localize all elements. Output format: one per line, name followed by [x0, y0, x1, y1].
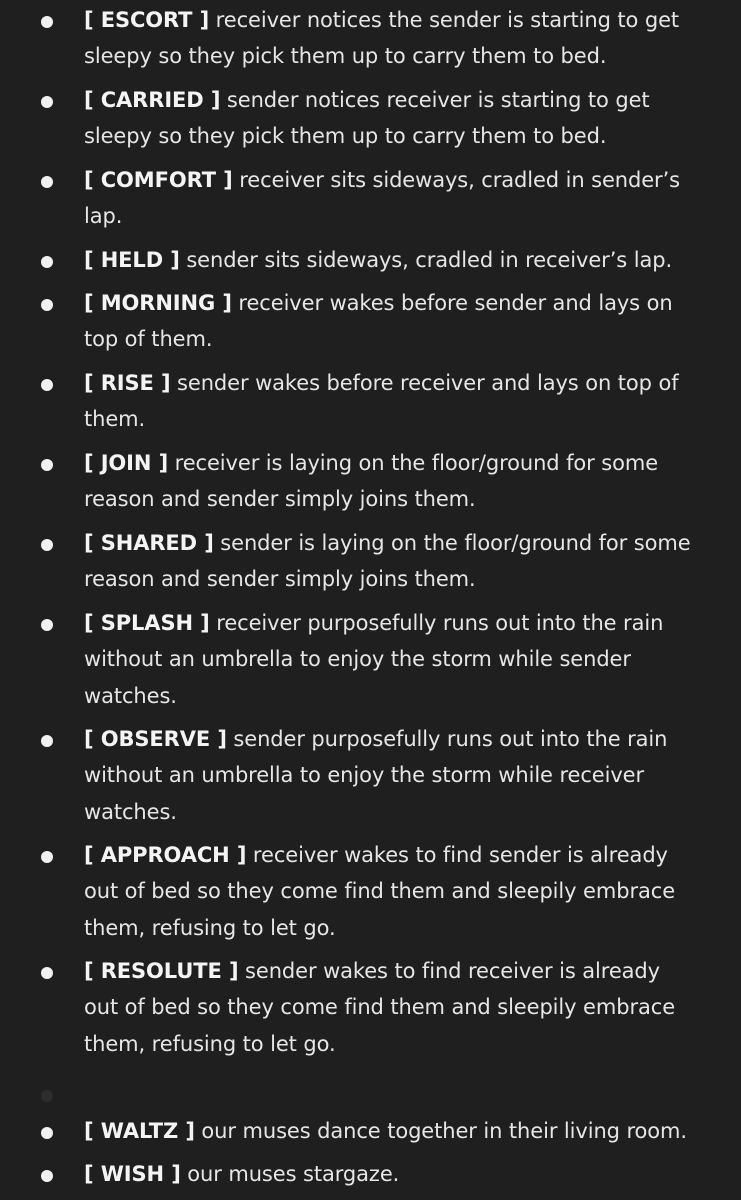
item-description-line-2: sleepy so they pick them up to carry them to bed.	[84, 124, 607, 148]
item-description: sender sits sideways, cradled in receiver’s lap.	[179, 248, 673, 272]
item-description: sender is laying on the floor/ground for some	[213, 531, 691, 555]
item-description-line-2: reason and sender simply joins them.	[84, 567, 476, 591]
bullet-icon	[41, 256, 53, 268]
ghost-bullet-icon	[41, 1090, 53, 1102]
bullet-icon	[41, 1170, 53, 1182]
item-tag: [ MORNING ]	[84, 291, 232, 315]
item-tag: [ SPLASH ]	[84, 611, 210, 635]
bullet-icon	[41, 96, 53, 108]
item-tag: [ COMFORT ]	[84, 168, 233, 192]
item-description-line-2: top of them.	[84, 327, 213, 351]
item-description-line-2: them.	[84, 407, 146, 431]
item-tag: [ HELD ]	[84, 248, 180, 272]
item-description: receiver notices the sender is starting to get	[209, 8, 680, 32]
item-description: our muses dance together in their living room.	[194, 1119, 687, 1143]
item-description-line-3: watches.	[84, 800, 177, 824]
item-tag: [ OBSERVE ]	[84, 727, 227, 751]
item-tag: [ APPROACH ]	[84, 843, 247, 867]
bullet-icon	[41, 176, 53, 188]
item-description-line-3: watches.	[84, 684, 177, 708]
item-tag: [ RISE ]	[84, 371, 171, 395]
item-description: sender wakes to find receiver is already	[238, 959, 660, 983]
item-tag: [ WISH ]	[84, 1162, 181, 1186]
bullet-icon	[41, 851, 53, 863]
item-tag: [ WALTZ ]	[84, 1119, 195, 1143]
item-description: receiver wakes before sender and lays on	[231, 291, 673, 315]
item-description: receiver is laying on the floor/ground for some	[168, 451, 659, 475]
item-description-line-2: lap.	[84, 204, 123, 228]
item-description-line-2: without an umbrella to enjoy the storm while receiver	[84, 763, 645, 787]
item-description-line-3: them, refusing to let go.	[84, 916, 336, 940]
item-description: receiver sits sideways, cradled in sender’s	[232, 168, 681, 192]
item-tag: [ JOIN ]	[84, 451, 169, 475]
bullet-icon	[41, 379, 53, 391]
item-tag: [ SHARED ]	[84, 531, 214, 555]
bullet-icon	[41, 299, 53, 311]
item-description: receiver purposefully runs out into the rain	[209, 611, 664, 635]
item-tag: [ ESCORT ]	[84, 8, 210, 32]
item-description-line-2: without an umbrella to enjoy the storm while sender	[84, 647, 631, 671]
item-description: sender wakes before receiver and lays on top of	[170, 371, 679, 395]
bullet-icon	[41, 735, 53, 747]
item-description: sender purposefully runs out into the rain	[226, 727, 668, 751]
item-description: receiver wakes to find sender is already	[246, 843, 668, 867]
item-description: sender notices receiver is starting to get	[220, 88, 650, 112]
item-tag: [ RESOLUTE ]	[84, 959, 239, 983]
item-tag: [ CARRIED ]	[84, 88, 221, 112]
bullet-icon	[41, 967, 53, 979]
item-description-line-2: sleepy so they pick them up to carry them to bed.	[84, 44, 607, 68]
item-description-line-2: out of bed so they come find them and sleepily embrace	[84, 995, 676, 1019]
bullet-icon	[41, 539, 53, 551]
item-description-line-2: reason and sender simply joins them.	[84, 487, 476, 511]
item-description: our muses stargaze.	[180, 1162, 400, 1186]
bullet-icon	[41, 619, 53, 631]
item-description-line-2: out of bed so they come find them and sleepily embrace	[84, 879, 676, 903]
bullet-icon	[41, 16, 53, 28]
item-description-line-3: them, refusing to let go.	[84, 1032, 336, 1056]
bullet-icon	[41, 1127, 53, 1139]
bullet-icon	[41, 459, 53, 471]
